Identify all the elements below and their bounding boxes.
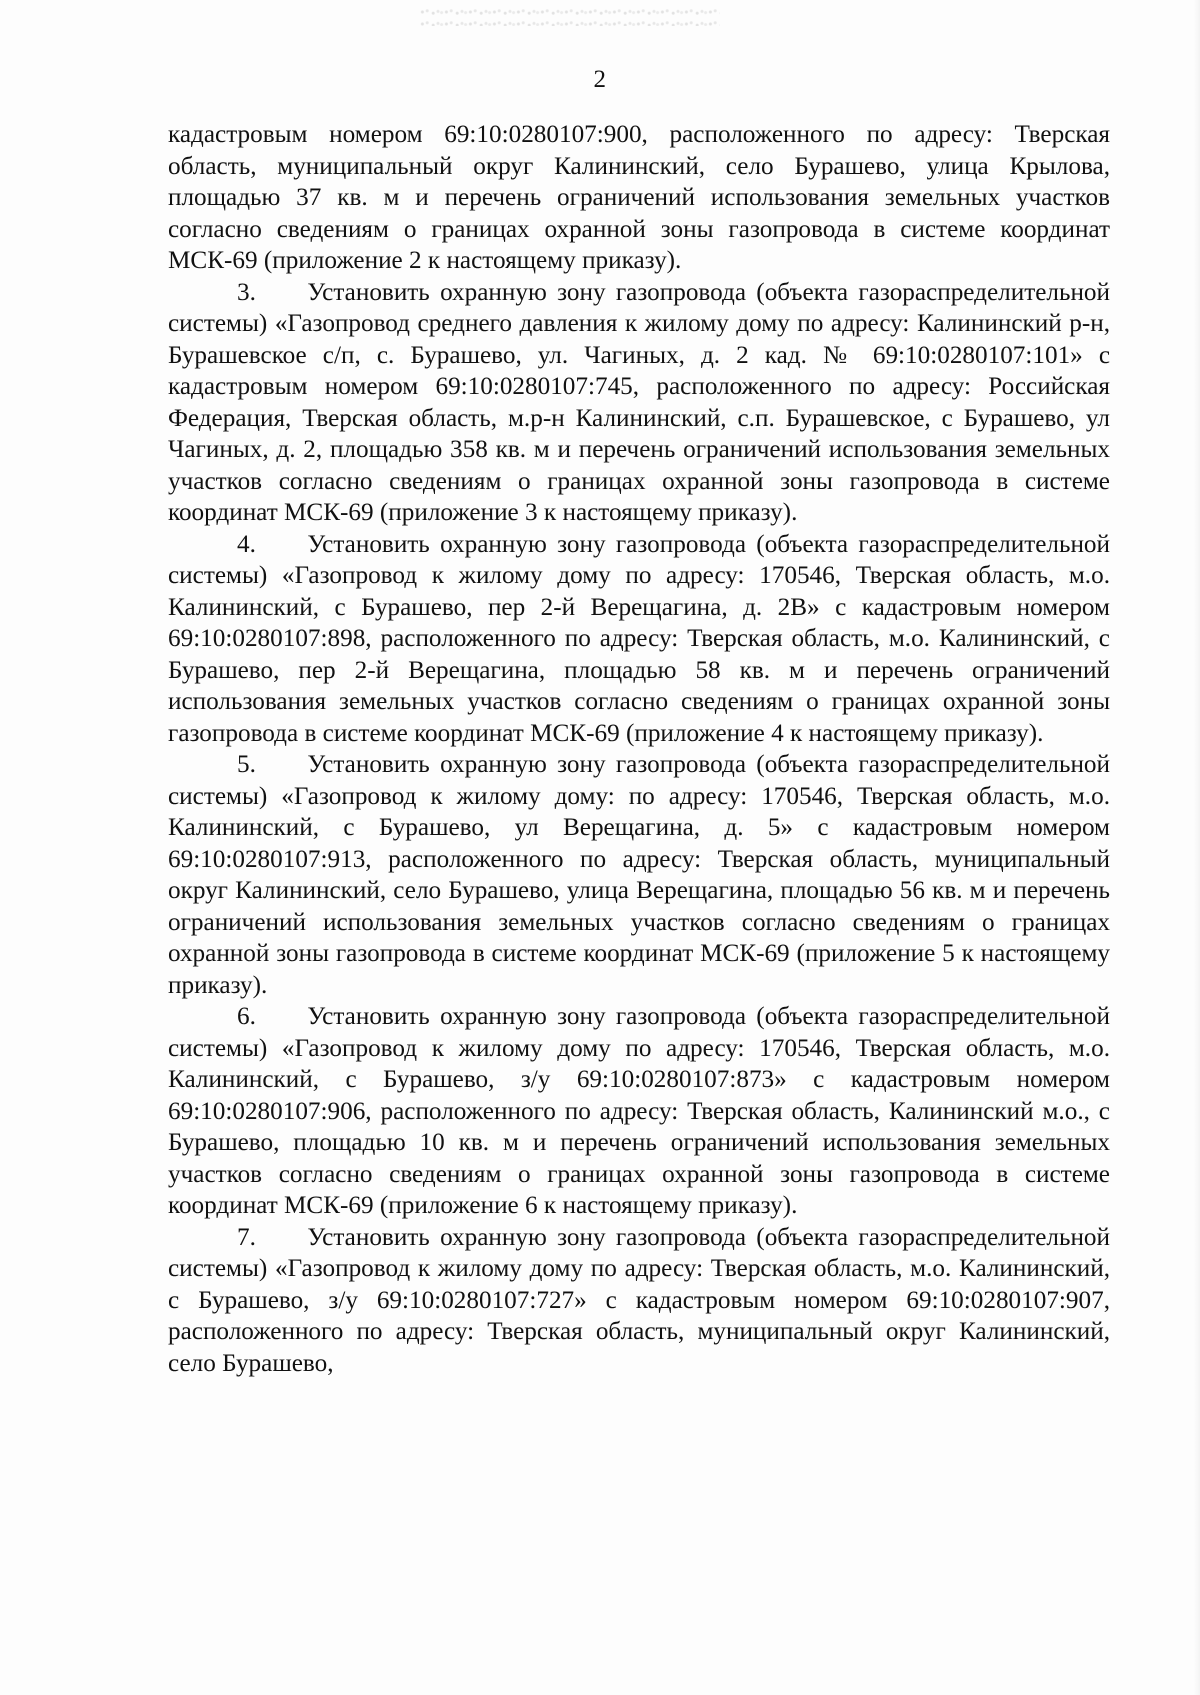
paragraph-text: Установить охранную зону газопровода (объекта газораспределительной системы) «Газопровод к жилому дому по адресу: 170546, Тверская область, м.о. Калининский, с Бурашево, з/у 69:10:0280107:873» с кадастровым номером 69:10:0280107:906, расположенного по адресу: Тверская область, Калининский м.о., с Бурашево, площадью 10 кв. м и перечень ограничений использования земельных участков согласно сведениям о границах охранной зоны газопровода в системе координат МСК-69 (приложение 6 к настоящему приказу).: [168, 1003, 1110, 1219]
paragraph-number: 5.: [237, 751, 256, 778]
paragraph-text: Установить охранную зону газопровода (объекта газораспределительной системы) «Газопровод к жилому дому: по адресу: 170546, Тверская область, м.о. Калининский, с Бурашево, ул Верещагина, д. 5» с кадастровым номером 69:10:0280107:913, расположенного по адресу: Тверская область, муниципальный округ Калининский, село Бурашево, улица Верещагина, площадью 56 кв. м и перечень ограничений использования земельных участков согласно сведениям о границах охранной зоны газопровода в системе координат МСК-69 (приложение 5 к настоящему приказу).: [168, 751, 1110, 999]
paragraph-text: Установить охранную зону газопровода (объекта газораспределительной системы) «Газопровод среднего давления к жилому дому по адресу: Калининский р-н, Бурашевское с/п, с. Бурашево, ул. Чагиных, д. 2 кад. № 69:10:0280107:101» с кадастровым номером 69:10:0280107:745, расположенного по адресу: Российская Федерация, Тверская область, м.р-н Калининский, с.п. Бурашевское, с Бурашево, ул Чагиных, д. 2, площадью 358 кв. м и перечень ограничений использования земельных участков согласно сведениям о границах охранной зоны газопровода в системе координат МСК-69 (приложение 3 к настоящему приказу).: [168, 278, 1110, 526]
paragraph-item-6: [168, 1001, 1110, 1222]
paragraph-item-7: [168, 1222, 1110, 1380]
paragraph-item-4: [168, 529, 1110, 750]
document-body: [168, 119, 1110, 1379]
paragraph-item-3: [168, 277, 1110, 529]
page-edge-shadow: [1194, 0, 1200, 1695]
paragraph-number: 3.: [237, 278, 256, 306]
paragraph-text: Установить охранную зону газопровода (объекта газораспределительной системы) «Газопровод к жилому дому по адресу: Тверская область, м.о. Калининский, с Бурашево, з/у 69:10:0280107:727» с кадастровым номером 69:10:0280107:907, расположенного по адресу: Тверская область, муниципальный округ Калининский, село Бурашево,: [168, 1223, 1110, 1377]
scan-artifact: [420, 6, 720, 26]
paragraph-text: Установить охранную зону газопровода (объекта газораспределительной системы) «Газопровод к жилому дому по адресу: 170546, Тверская область, м.о. Калининский, с Бурашево, пер 2-й Верещагина, д. 2В» с кадастровым номером 69:10:0280107:898, расположенного по адресу: Тверская область, м.о. Калининский, с Бурашево, пер 2-й Верещагина, площадью 58 кв. м и перечень ограничений использования земельных участков согласно сведениям о границах охранной зоны газопровода в системе координат МСК-69 (приложение 4 к настоящему приказу).: [168, 530, 1110, 747]
page-number: 2: [593, 66, 607, 93]
paragraph-continuation: [168, 119, 1110, 277]
paragraph-number: 6.: [237, 1003, 256, 1030]
paragraph-text: кадастровым номером 69:10:0280107:900, расположенного по адресу: Тверская область, муниципальный округ Калининский, село Бурашево, улица Крылова, площадью 37 кв. м и перечень ограничений использования земельных участков согласно сведениям о границах охранной зоны газопровода в системе координат МСК-69 (приложение 2 к настоящему приказу).: [168, 121, 1110, 274]
paragraph-item-5: [168, 749, 1110, 1001]
paragraph-number: 4.: [237, 530, 256, 558]
paragraph-number: 7.: [237, 1223, 256, 1251]
